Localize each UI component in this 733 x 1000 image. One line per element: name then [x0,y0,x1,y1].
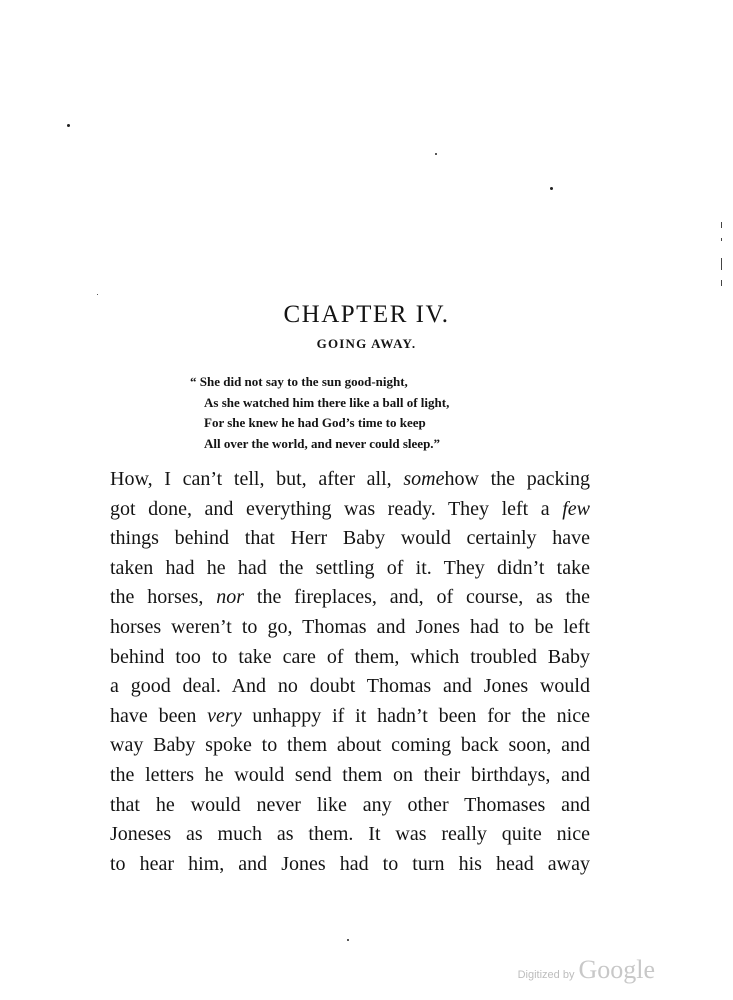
text-run: the horses, [110,586,217,609]
body-line [110,583,590,613]
page-edge-mark [721,238,722,241]
body-paragraph [110,465,590,879]
emphasized-word: very [207,704,242,727]
text-run: Joneses as much as them. It was really quite nice [110,823,590,846]
text-run: behind too to take care of them, which troubled Baby [110,645,590,668]
scan-speck [97,294,98,295]
body-line [110,613,590,643]
body-line [110,731,590,761]
body-line [110,702,590,732]
text-run: got done, and everything was ready. They left a [110,497,563,520]
page-edge-mark [721,280,722,286]
text-run: to hear him, and Jones had to turn his head away [110,852,590,875]
text-run: a good deal. And no doubt Thomas and Jones would [110,675,590,698]
text-run: taken had he had the settling of it. They didn’t take [110,556,590,579]
text-run: horses weren’t to go, Thomas and Jones had to be left [110,615,590,638]
digitized-by-watermark [518,955,655,985]
scan-speck [67,124,70,127]
emphasized-word: nor [216,586,245,609]
body-line [110,672,590,702]
text-run: unhappy if it hadn’t been for the nice [241,704,590,727]
epigraph-line: “ She did not say to the sun good-night, [190,374,408,389]
body-line [110,850,590,880]
emphasized-word: few [562,497,590,520]
epigraph-line: For she knew he had God’s time to keep [204,415,426,431]
body-line [110,791,590,821]
text-run: way Baby spoke to them about coming back soon, and [110,734,590,757]
scan-speck [435,153,437,155]
page-edge-mark [721,258,722,270]
digitized-by-label: Digitized by [517,969,575,981]
text-run: have been [110,704,208,727]
scan-speck [347,939,349,941]
page-edge-mark [721,222,722,228]
text-run: the letters he would send them on their birthdays, and [110,763,590,786]
chapter-subtitle: GOING AWAY. [316,336,417,351]
body-line [110,524,590,554]
body-line [110,761,590,791]
google-logo: Google [578,955,655,984]
body-line [110,820,590,850]
body-line [110,643,590,673]
epigraph [190,372,530,455]
text-run: things behind that Herr Baby would certainly have [110,527,590,550]
text-run: How, I can’t tell, but, after all, [110,468,404,490]
epigraph-line: All over the world, and never could sleep.” [204,436,441,452]
emphasized-word: some [403,468,445,490]
text-run: the fireplaces, and, of course, as the [244,586,590,609]
chapter-title: CHAPTER IV. [283,300,450,328]
body-line [110,554,590,584]
body-line [110,495,590,525]
body-line [110,465,590,495]
scan-speck [550,187,553,190]
epigraph-line: As she watched him there like a ball of light, [204,394,450,410]
text-run: that he would never like any other Thomases and [110,793,590,816]
text-run: how the packing [444,468,590,490]
